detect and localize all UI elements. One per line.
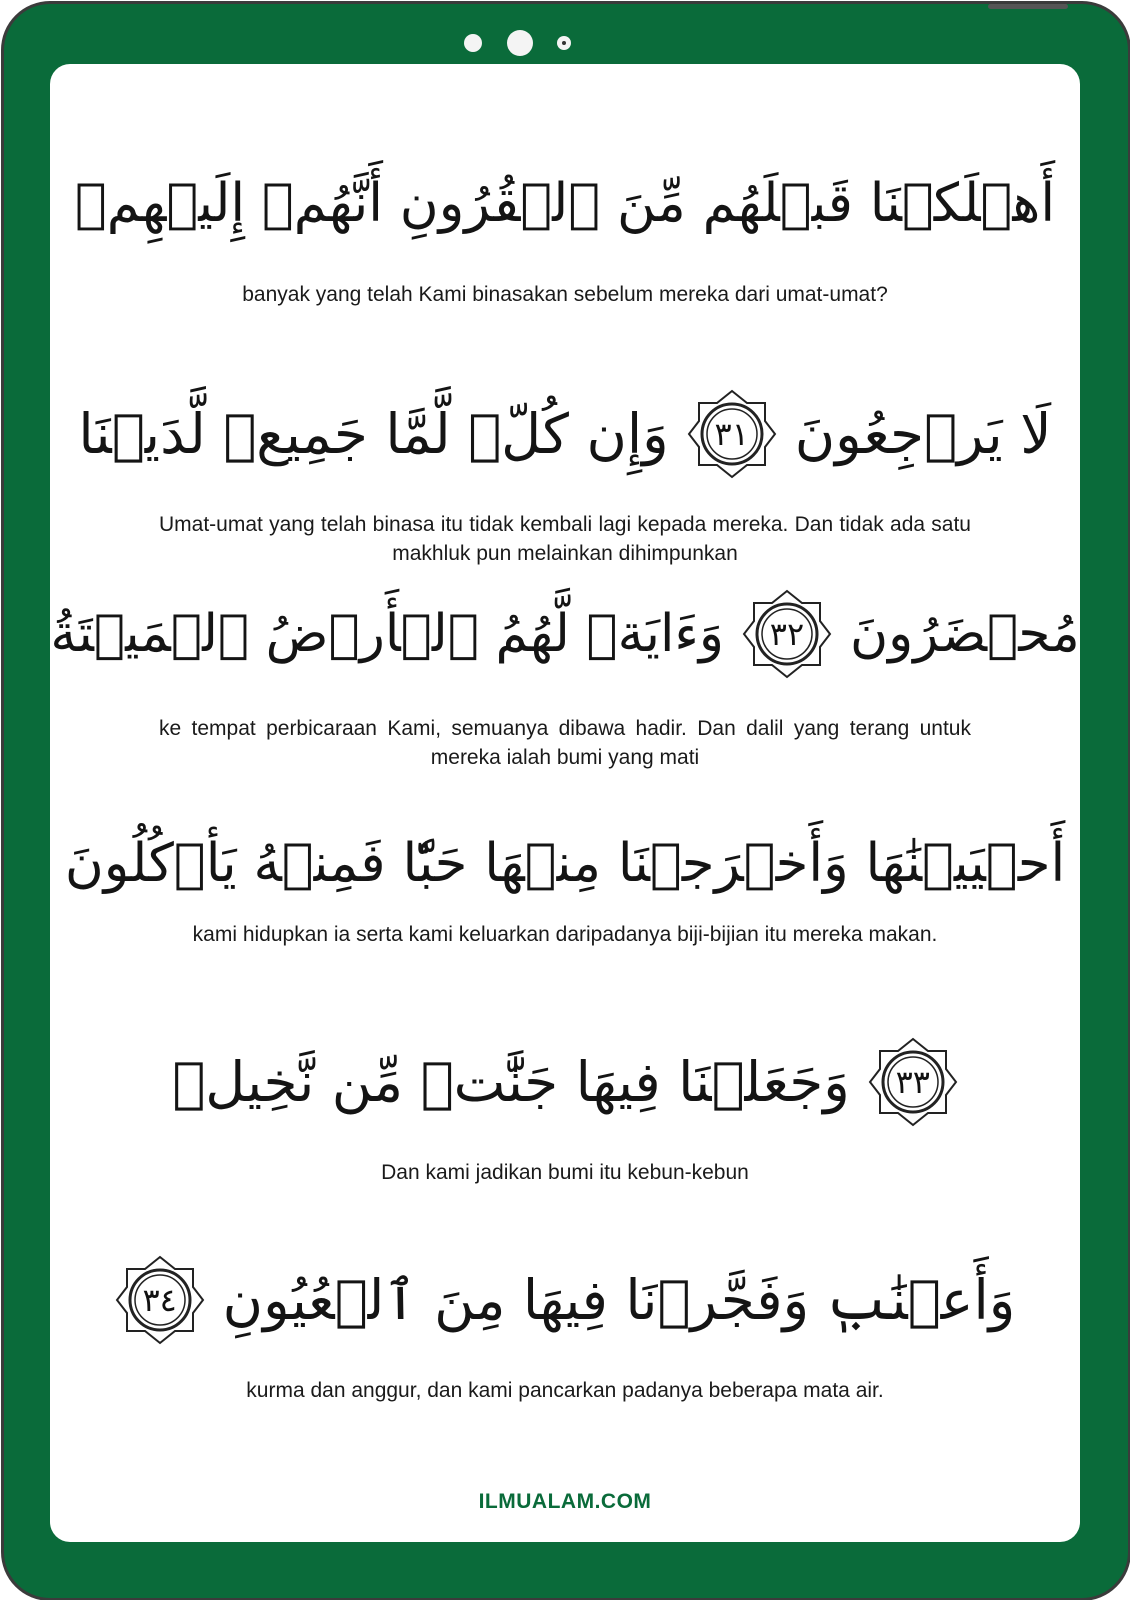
arabic-text: وَءَايَةٞ لَّهُمُ ٱلۡأَرۡضُ ٱلۡمَيۡتَةُ xyxy=(50,604,724,664)
arabic-text: مُحۡضَرُونَ xyxy=(849,604,1080,664)
translation-text: kami hidupkan ia serta kami keluarkan daripadanya biji-bijian itu mereka makan. xyxy=(192,923,938,946)
arabic-text: أَهۡلَكۡنَا قَبۡلَهُم مِّنَ ٱلۡقُرُونِ أَنَّهُمۡ إِلَيۡهِمۡ xyxy=(74,173,1056,234)
arabic-line xyxy=(50,584,1080,684)
arabic-text: أَحۡيَيۡنَٰهَا وَأَخۡرَجۡنَا مِنۡهَا حَبّٗا فَمِنۡهُ يَأۡكُلُونَ xyxy=(64,833,1066,894)
arabic-text: وَجَعَلۡنَا فِيهَا جَنَّٰتٖ مِّن نَّخِيلٖ xyxy=(172,1050,850,1114)
arabic-line xyxy=(50,384,1080,484)
verse-number-marker xyxy=(687,389,777,479)
verse-number-marker xyxy=(742,589,832,679)
verse-block xyxy=(50,584,1080,772)
translation-text: banyak yang telah Kami binasakan sebelum mereka dari umat-umat? xyxy=(242,283,888,306)
verse-number: ٣٤ xyxy=(142,1281,177,1319)
verse-block xyxy=(50,1250,1080,1405)
arabic-line xyxy=(50,154,1080,254)
verse-block xyxy=(50,384,1080,568)
verse-block xyxy=(50,154,1080,309)
screen xyxy=(50,64,1080,1542)
site-watermark: ILMUALAM.COM xyxy=(478,1490,652,1513)
verse-number: ٣٣ xyxy=(895,1063,930,1101)
camera-lens xyxy=(507,30,533,56)
translation-text: kurma dan anggur, dan kami pancarkan padanya beberapa mata air. xyxy=(246,1379,884,1402)
verse-block xyxy=(50,814,1080,949)
sensor-dot xyxy=(464,34,482,52)
verse-number-marker xyxy=(868,1037,958,1127)
power-button xyxy=(988,4,1068,9)
verse-number: ٣٢ xyxy=(769,615,805,653)
arabic-line xyxy=(50,1032,1080,1132)
arabic-text: وَإِن كُلّٞ لَّمَّا جَمِيعٞ لَّدَيۡنَا xyxy=(78,402,669,466)
translation-text: Dan kami jadikan bumi itu kebun-kebun xyxy=(381,1161,749,1184)
arabic-text: لَا يَرۡجِعُونَ xyxy=(794,402,1052,466)
sensor-dot xyxy=(557,36,571,50)
verse-number: ٣١ xyxy=(714,415,749,453)
arabic-line xyxy=(50,1250,1080,1350)
translation-text: Umat-umat yang telah binasa itu tidak kembali lagi kepada mereka. Dan tidak ada satu makhluk pun melainkan dihimpunkan xyxy=(159,513,971,565)
verse-number-marker xyxy=(115,1255,205,1345)
camera-bar xyxy=(4,28,1128,58)
arabic-line xyxy=(50,814,1080,914)
arabic-text: وَأَعۡنَٰبٖ وَفَجَّرۡنَا فِيهَا مِنَ ٱلۡعُيُونِ xyxy=(222,1268,1016,1332)
translation-text: ke tempat perbicaraan Kami, semuanya dibawa hadir. Dan dalil yang terang untuk mereka ialah bumi yang mati xyxy=(159,717,971,769)
tablet-frame xyxy=(4,4,1128,1598)
verse-block xyxy=(50,1032,1080,1187)
